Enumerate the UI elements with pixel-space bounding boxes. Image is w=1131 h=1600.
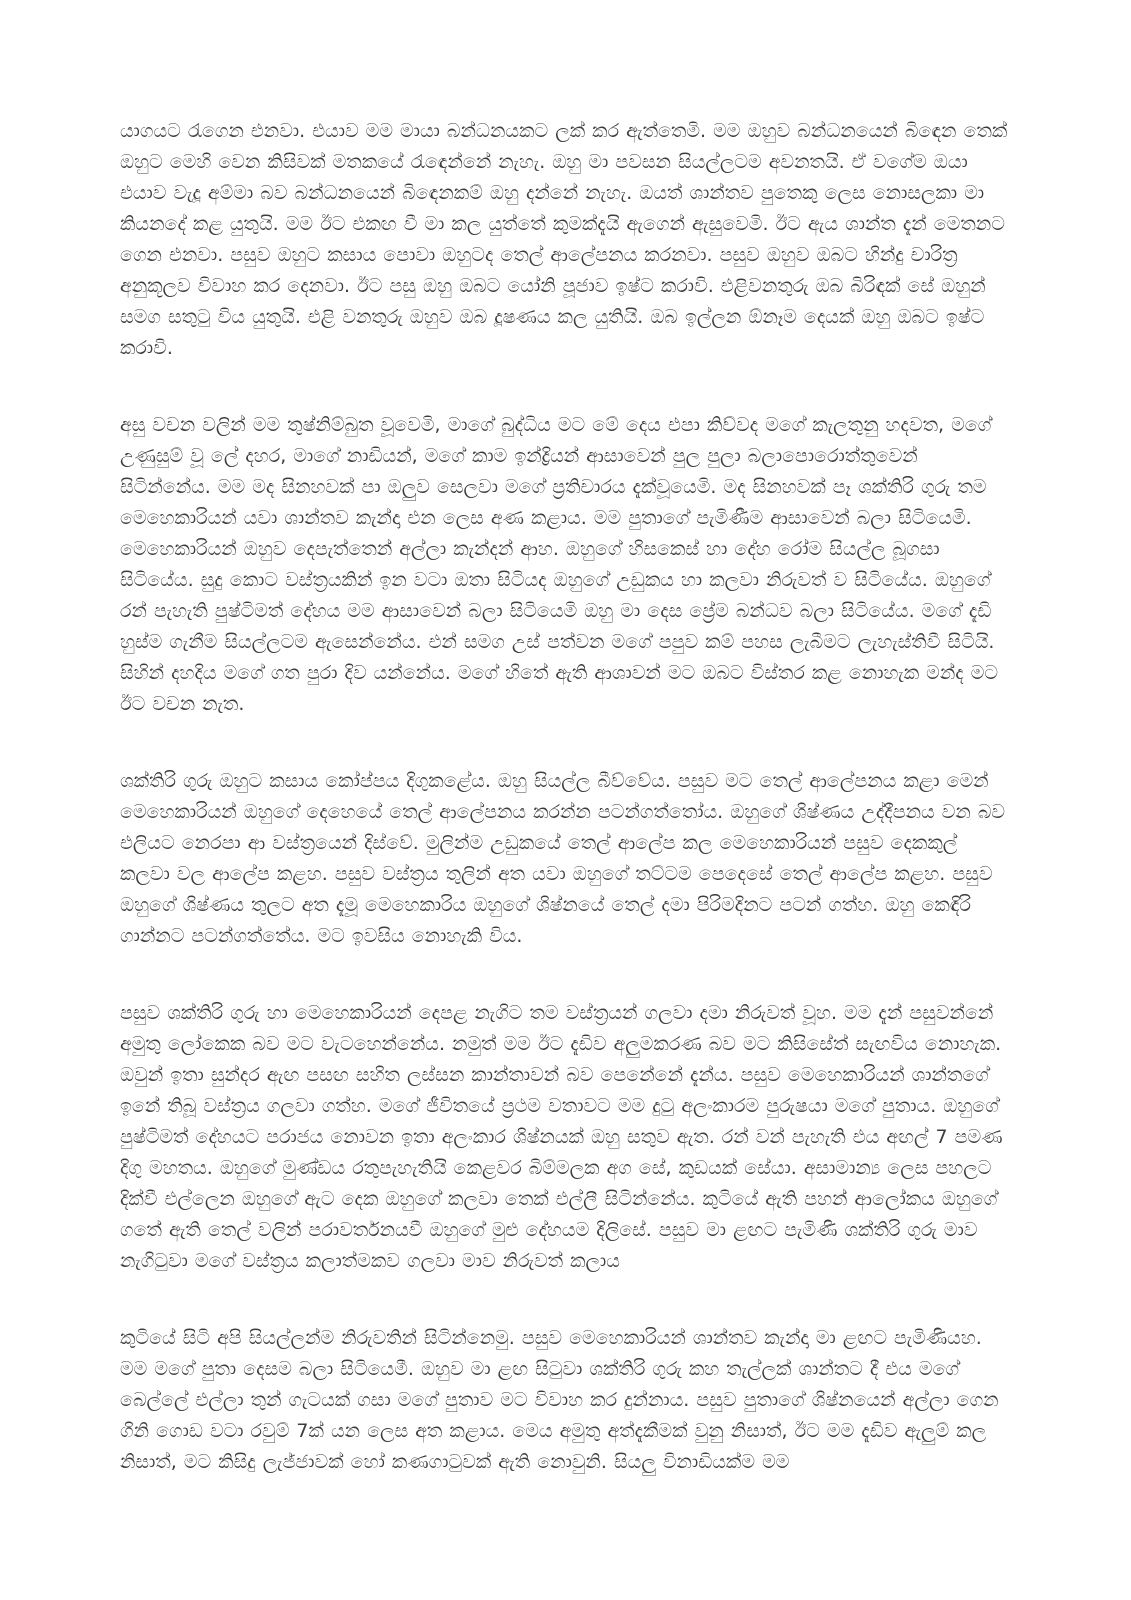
paragraph-4: පසුව ශක්තිරි ගුරු හා මෙහෙකාරියන් දෙපළ නැගිට තම වස්ත්‍රයන් ගලවා දමා නිරුවත් වූහ. මම දැන් පසුවන්නේ අමුතු ලෝකෙක බව මට වැටහෙන්නේය. නමුත් මම ඊට දැඩිව අලුමකරණ බව මට කිසිසේත් සැඟවිය නොහැක. ඔවුන් ඉතා සුන්දර ඇඟ පසඟ සහිත ලස්සන කාන්තාවන් බව පෙනේනේ දැන්ය. පසුව මෙහෙකාරියන් ශාන්තගේ ඉනේ තිබූ වස්ත්‍රය ගලවා ගත්හ. මගේ ජීවිතයේ ප්‍රථම වතාවට මම දුටු අලංකාරම පුරුෂයා මගේ පුතාය. ඔහුගේ පුෂ්ටිමත් දේහයට පරාජය නොවන ඉතා අලංකාර ශිෂ්නයක් ඔහු සතුව ඇත. රන් වන් පැහැති එය අඟල් 7 පමණ දිගු මහතය. ඔහුගේ මුණ්ඩය රතුපැහැතියි කෙළවර බිම්මලක අග සේ, කුඩයක් සේයා. අසාමාන්‍ය ලෙස පහලට දික්වී එල්ලෙන ඔහුගේ ඇට දෙක ඔහුගේ කලවා තෙක් එල්ලී සිටින්නේය. කුටියේ ඇති පහන් ආලෝකය ඔහුගේ ගතේ ඇති තෙල් වලින් පරාවර්තනයවී ඔහුගේ මුළු දේහයම දිලිසේ. පසුව මා ළඟට පැමිණි ශක්තිරි ගුරු මාව නැගිටුවා මගේ වස්ත්‍රය කලාත්මකව ගලවා මාව නිරුවත් කලාය: [120, 1002, 1003, 1272]
paragraph-3: ශක්තිරි ගුරු ඔහුට කසාය කෝප්පය දිගුකළේය. ඔහු සියල්ල බීව්වේය. පසුව මට තෙල් ආලේපනය කළා මෙන් මෙහෙකාරියන් ඔහුගේ දෙහෙයේ තෙල් ආලේපනය කරන්න පටන්ගත්තෝය. ඔහුගේ ශිෂ්ණය උද්දීපනය වන බව එලියට නෙරපා ආ වස්ත්‍රයෙන් දිස්වේ. මුලින්ම උඩුකයේ තෙල් ආලේප කල මෙහෙකාරියන් පසුව දෙකකුල් කලවා වල ආලේප කළහ. පසුව වස්ත්‍රය තුලින් අත යවා ඔහුගේ තට්ටම පෙදෙසේ තෙල් ආලේප කළහ. පසුව ඔහුගේ ශිෂ්ණය තුලට අත දැමූ මෙහෙකාරිය ඔහුගේ ශිෂ්නයේ තෙල් දමා පිරිමදිනට පටන් ගත්හ. ඔහු කෙඳිරි ගාන්නට පටන්ගත්තේය. මට ඉවසිය නොහැකි විය.: [120, 770, 1006, 947]
paragraph-5: කුටියේ සිටි අපි සියල්ලන්ම නිරුවතින් සිටින්නෙමු. පසුව මෙහෙකාරියන් ශාන්තව කැන්දා මා ළඟට පැමිණියහ. මම මගේ පුතා දෙසම බලා සිටියෙමී. ඔහුව මා ළඟ සිටුවා ශක්තිරි ගුරු කහ තැල්ලක් ශාන්තට දී එය මගේ බෙල්ලේ එල්ලා තුන් ගැටයක් ගසා මගේ පුතාව මට විවාහ කර දුන්නාය. පසුව පුතාගේ ශිෂ්නයෙන් අල්ලා ගෙන ගිනි ගොඩ වටා රවුම් 7ක් යන ලෙස අත කළාය. මෙය අමුතු අත්දැකීමක් වුනු නිසාත්, ඊට මම දැඩිව ඇලුම් කල නිසාත්, මට කිසිදු ලැජ්ජාවක් හෝ කණගාටුවක් ඇති නොවුනි. සියලු විනාඩියක්ම මම: [120, 1327, 999, 1473]
paragraph-1: යාගයට රැගෙන එනවා. එයාව මම මායා බන්ධනයකට ලක් කර ඇත්තෙමි. මම ඔහුව බන්ධනයෙන් බිඳෙන තෙක් ඔහුට මෙහි වෙන කිසිවක් මතකයේ රැඳෙන්නේ නැහැ. ඔහු මා පවසන සියල්ලටම අවනතයි. ඒ වගේම ඔයා එයාව වැදූ අම්මා බව බන්ධනයෙන් බිඳෙනකම් ඔහු දන්නේ නැහැ. ඔයත් ශාන්තව පුතෙකු ලෙස නොසලකා මා කියනදේ කළ යුතුයි. මම ඊට එකඟ වී මා කල යුත්තේ කුමක්දැයි ඇගෙන් ඇසුවෙමි. ඊට ඇය ශාන්ත දැන් මෙතනට ගෙන එනවා. පසුව ඔහුට කසාය පොවා ඔහුටද තෙල් ආලේපනය කරනවා. පසුව ඔහුව ඔබට හින්දු චාරිත්‍ර අනුකූලව විවාහ කර දෙනවා. ඊට පසු ඔහු ඔබට යෝනි පූජාව ඉෂ්ට කරාවි. එළිවනතුරු ඔබ බිරිඳක් සේ ඔහුන් සමග සතුටු විය යුතුයි. එළි වනතුරු ඔහුව ඔබ දූෂණය කල යුතියි. ඔබ ඉල්ලන ඕනෑම දෙයක් ඔහු ඔබට ඉෂ්ට කරාවි.: [120, 120, 1008, 359]
paragraph-2: අසු වචන වලින් මම තුෂ්නිම්බුත වූවෙමි, මාගේ බුද්ධිය මට මේ දෙය එපා කිව්වද මගේ කැලතුනු හදවත, මගේ උණුසුම් වූ ලේ දහර, මාගේ නාඩියන්, මගේ කාම ඉන්ද්‍රියන් ආසාවෙන් පුල පුලා බලාපොරොත්තුවෙන් සිටින්නේය. මම මද සිනහවක් පා ඔලුව සෙලවා මගේ ප්‍රතිචාරය දැක්වූයෙමි. මද සිනහවක් පෑ ශක්තිරි ගුරු තම මෙහෙකාරියන් යවා ශාන්තව කැන්දා එන ලෙස අණ කළාය. මම පුතාගේ පැමිණීම ආසාවෙන් බලා සිටියෙමි. මෙහෙකාරියන් ඔහුව දෙපැත්තෙන් අල්ලා කැන්දන් ආහ. ඔහුගේ හිසකෙස් හා දේහ රෝම සියල්ල බූගසා සිටියේය. සුදු කොට වස්ත්‍රයකින් ඉන වටා ඔතා සිටියද ඔහුගේ උඩුකය හා කලවා නිරුවත් ව සිටියේය. ඔහුගේ රන් පැහැති පුෂ්ටිමත් දේහය මම ආසාවෙන් බලා සිටියෙමි ඔහු මා දෙස ප්‍රේම බන්ධව බලා සිටියේය. මගේ දැඩි හුස්ම ගැනීම සියල්ලටම ඇසෙන්නේය. එන් සමග උස් පත්වන මගේ පපුව කම් පහස ලැබීමට ලැහැස්තිවී සිටියි. සිහින් දහදිය මගේ ගත පුරා දිව යන්නේය. මගේ හිතේ ඇති ආශාවන් මට ඔබට විස්තර කළ නොහැක මන්ද මට ඊට වචන නැත.: [120, 414, 999, 715]
